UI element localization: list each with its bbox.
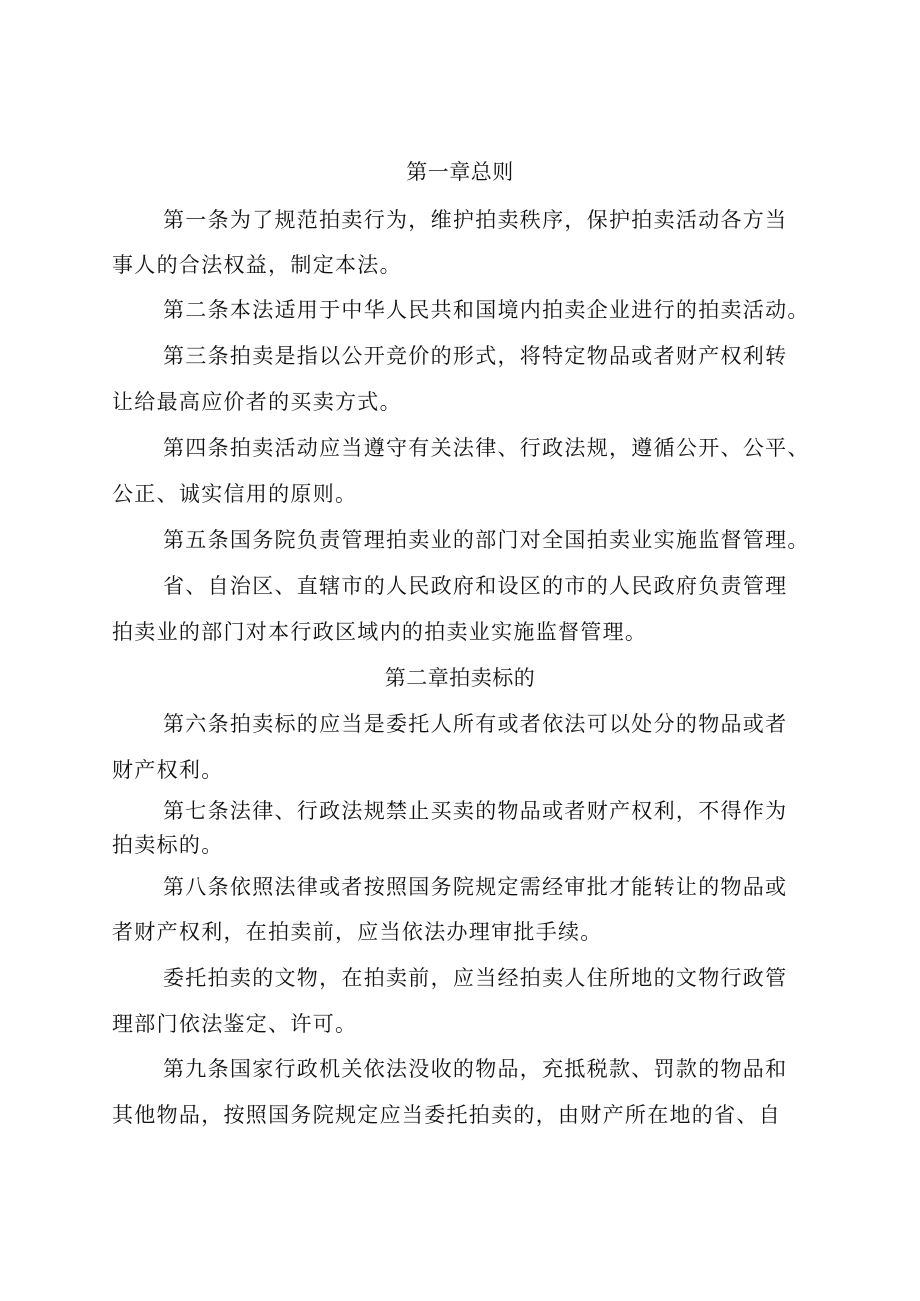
article-8-line-1: 第八条依照法律或者按照国务院规定需经审批才能转让的物品或 [163,875,788,899]
article-6-line-1: 第六条拍卖标的应当是委托人所有或者依法可以处分的物品或者 [163,712,788,736]
article-8-paragraph-2-line-1: 委托拍卖的文物，在拍卖前，应当经拍卖人住所地的文物行政管 [163,966,788,990]
article-8-paragraph-2-line-2: 理部门依法鉴定、许可。 [112,1012,358,1036]
article-3-line-2: 让给最高应价者的买卖方式。 [112,390,402,414]
article-6-line-2: 财产权利。 [112,758,224,782]
article-5-line-1: 第五条国务院负责管理拍卖业的部门对全国拍卖业实施监督管理。 [163,528,810,552]
article-2-line-1: 第二条本法适用于中华人民共和国境内拍卖企业进行的拍卖活动。 [163,298,810,322]
article-5-paragraph-2-line-1: 省、自治区、直辖市的人民政府和设区的市的人民政府负责管理 [163,574,788,598]
article-8-line-2: 者财产权利，在拍卖前，应当依法办理审批手续。 [112,920,603,944]
article-4-line-1: 第四条拍卖活动应当遵守有关法律、行政法规，遵循公开、公平、 [163,436,810,460]
article-4-line-2: 公正、诚实信用的原则。 [112,482,358,506]
chapter-1-heading: 第一章总则 [406,160,514,184]
article-9-line-1: 第九条国家行政机关依法没收的物品，充抵税款、罚款的物品和 [163,1057,788,1081]
article-7-line-1: 第七条法律、行政法规禁止买卖的物品或者财产权利，不得作为 [163,799,788,823]
article-9-line-2: 其他物品，按照国务院规定应当委托拍卖的，由财产所在地的省、自 [112,1103,781,1127]
article-7-line-2: 拍卖标的。 [112,833,224,857]
chapter-2-heading: 第二章拍卖标的 [384,666,536,690]
article-1-line-2: 事人的合法权益，制定本法。 [112,253,402,277]
article-5-paragraph-2-line-2: 拍卖业的部门对本行政区域内的拍卖业实施监督管理。 [112,620,648,644]
article-3-line-1: 第三条拍卖是指以公开竞价的形式，将特定物品或者财产权利转 [163,344,788,368]
article-1-line-1: 第一条为了规范拍卖行为，维护拍卖秩序，保护拍卖活动各方当 [163,208,788,232]
